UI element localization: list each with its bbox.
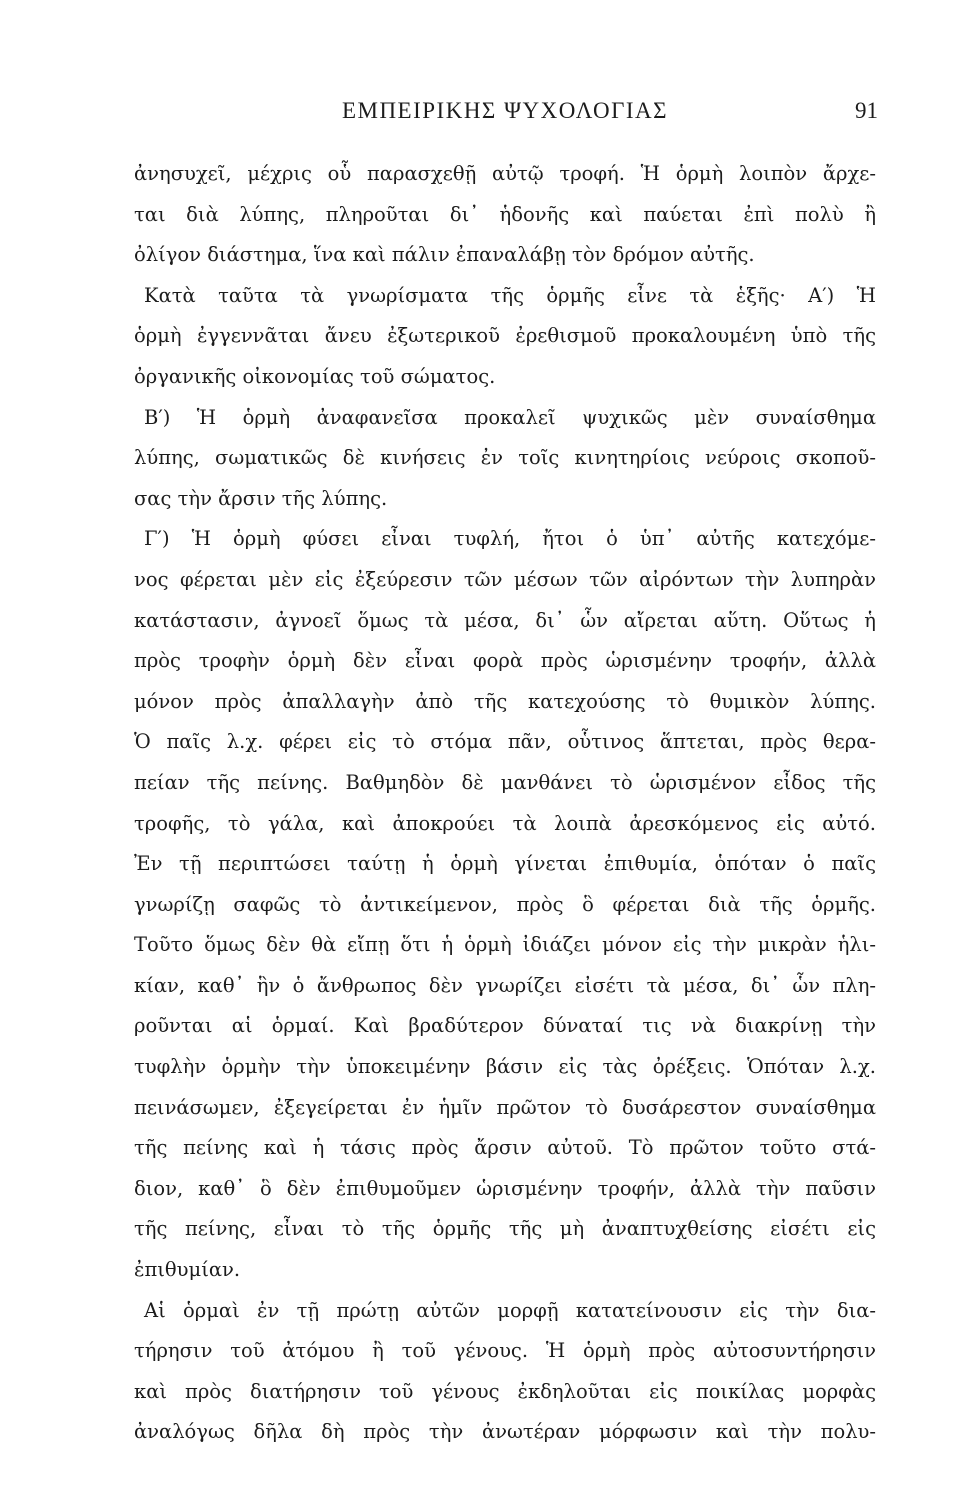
text-line: γνωρίζῃ σαφῶς τὸ ἀντικείμενον, πρὸς ὃ φέρεται διὰ τῆς ὁρμῆς.: [134, 892, 876, 916]
text-line: ροῦνται αἱ ὁρμαί. Καὶ βραδύτερον δύναταί τις νὰ διακρίνῃ τὴν: [134, 1014, 876, 1038]
text-line: λύπης, σωματικῶς δὲ κινήσεις ἐν τοῖς κινητηρίοις νεύροις σκοποῦ-: [134, 446, 876, 470]
text-line: πρὸς τροφὴν ὁρμὴ δὲν εἶναι φορὰ πρὸς ὡρισμένην τροφήν, ἀλλὰ: [134, 649, 876, 673]
text-line: Αἱ ὁρμαὶ ἐν τῇ πρώτῃ αὐτῶν μορφῇ κατατείνουσιν εἰς τὴν δια-: [144, 1298, 876, 1322]
text-line: Τοῦτο ὅμως δὲν θὰ εἴπῃ ὅτι ἡ ὁρμὴ ἰδιάζει μόνον εἰς τὴν μικρὰν ἡλι-: [134, 933, 876, 957]
text-line: διον, καθ᾽ ὃ δὲν ἐπιθυμοῦμεν ὡρισμένην τροφήν, ἀλλὰ τὴν παῦσιν: [134, 1176, 876, 1200]
text-line: ται διὰ λύπης, πληροῦται δι᾽ ἡδονῆς καὶ παύεται ἐπὶ πολὺ ἢ: [134, 202, 876, 226]
text-line: τῆς πείνης καὶ ἡ τάσις πρὸς ἄρσιν αὐτοῦ. Τὸ πρῶτον τοῦτο στά-: [134, 1136, 876, 1160]
text-line: ἀνησυχεῖ, μέχρις οὗ παρασχεθῇ αὐτῷ τροφή. Ἡ ὁρμὴ λοιπὸν ἄρχε-: [134, 162, 876, 185]
text-line: Ἐν τῇ περιπτώσει ταύτῃ ἡ ὁρμὴ γίνεται ἐπιθυμία, ὁπόταν ὁ παῖς: [134, 852, 876, 876]
text-line: τῆς πείνης, εἶναι τὸ τῆς ὁρμῆς τῆς μὴ ἀναπτυχθείσης εἰσέτι εἰς: [134, 1217, 876, 1241]
text-line: ἀναλόγως δῆλα δὴ πρὸς τὴν ἀνωτέραν μόρφωσιν καὶ τὴν πολυ-: [134, 1420, 876, 1444]
text-line: μόνον πρὸς ἀπαλλαγὴν ἀπὸ τῆς κατεχούσης τὸ θυμικὸν λύπης.: [134, 689, 876, 713]
text-line: τυφλὴν ὁρμὴν τὴν ὑποκειμένην βάσιν εἰς τὰς ὀρέξεις. Ὁπόταν λ.χ.: [134, 1055, 876, 1079]
text-line: ὀλίγον διάστημα, ἵνα καὶ πάλιν ἐπαναλάβῃ τὸν δρόμον αὐτῆς.: [134, 243, 755, 267]
text-line: Ὁ παῖς λ.χ. φέρει εἰς τὸ στόμα πᾶν, οὗτινος ἅπτεται, πρὸς θερα-: [134, 730, 876, 754]
running-header: [130, 98, 880, 138]
text-line: πείαν τῆς πείνης. Βαθμηδὸν δὲ μανθάνει τὸ ὡρισμένον εἶδος τῆς: [134, 770, 876, 794]
running-title: ΕΜΠΕΙΡΙΚΗΣ ΨΥΧΟΛΟΓΙΑΣ: [341, 98, 669, 123]
text-line: ὀργανικῆς οἰκονομίας τοῦ σώματος.: [134, 364, 496, 388]
text-line: ἐπιθυμίαν.: [134, 1258, 241, 1282]
text-line: τήρησιν τοῦ ἀτόμου ἢ τοῦ γένους. Ἡ ὁρμὴ πρὸς αὐτοσυντήρησιν: [134, 1339, 876, 1363]
text-line: νος φέρεται μὲν εἰς ἐξεύρεσιν τῶν μέσων τῶν αἰρόντων τὴν λυπηρὰν: [134, 567, 876, 591]
text-line: Β′) Ἡ ὁρμὴ ἀναφανεῖσα προκαλεῖ ψυχικῶς μὲν συναίσθημα: [144, 405, 876, 429]
text-line: πεινάσωμεν, ἐξεγείρεται ἐν ἡμῖν πρῶτον τὸ δυσάρεστον συναίσθημα: [134, 1095, 876, 1119]
text-line: καὶ πρὸς διατήρησιν τοῦ γένους ἐκδηλοῦται εἰς ποικίλας μορφὰς: [134, 1379, 876, 1403]
text-line: τροφῆς, τὸ γάλα, καὶ ἀποκρούει τὰ λοιπὰ ἀρεσκόμενος εἰς αὐτό.: [134, 811, 876, 835]
text-line: Γ′) Ἡ ὁρμὴ φύσει εἶναι τυφλή, ἤτοι ὁ ὑπ᾽ αὐτῆς κατεχόμε-: [144, 527, 876, 551]
text-line: ὁρμὴ ἐγγεννᾶται ἄνευ ἐξωτερικοῦ ἐρεθισμοῦ προκαλουμένη ὑπὸ τῆς: [134, 324, 876, 348]
text-body: [134, 154, 876, 1453]
page-number: 91: [855, 98, 878, 123]
text-line: κίαν, καθ᾽ ἣν ὁ ἄνθρωπος δὲν γνωρίζει εἰσέτι τὰ μέσα, δι᾽ ὧν πλη-: [134, 973, 876, 997]
text-line: Κατὰ ταῦτα τὰ γνωρίσματα τῆς ὁρμῆς εἶνε τὰ ἑξῆς· Α′) Ἡ: [144, 283, 876, 307]
text-line: κατάστασιν, ἀγνοεῖ ὅμως τὰ μέσα, δι᾽ ὧν αἴρεται αὕτη. Οὕτως ἡ: [134, 608, 876, 632]
text-line: σας τὴν ἄρσιν τῆς λύπης.: [134, 486, 388, 510]
